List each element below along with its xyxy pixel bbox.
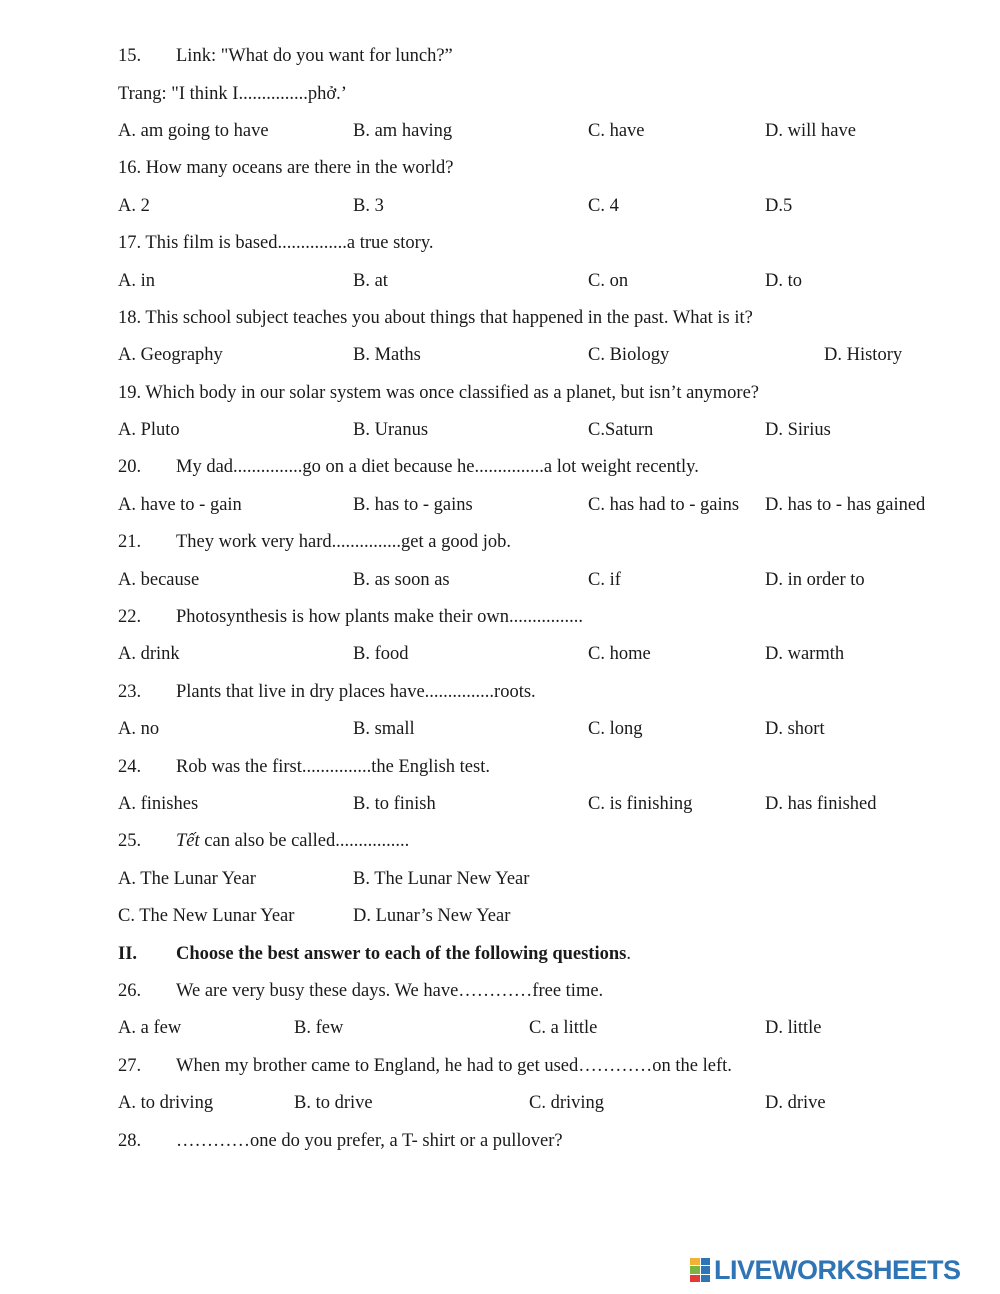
question-number: 20. [118, 457, 142, 477]
question-text: Plants that live in dry places have...............roots. [176, 682, 536, 702]
option-d[interactable]: D. Lunar’s New Year [353, 906, 511, 926]
option-c[interactable]: C. have [588, 121, 645, 141]
option-c[interactable]: C.Saturn [588, 420, 654, 440]
option-d[interactable]: D. will have [765, 121, 856, 141]
question-number: 19. [118, 383, 142, 403]
option-a[interactable]: A. a few [118, 1018, 182, 1038]
question-16 [118, 156, 453, 180]
question-text: …………one do you prefer, a T- shirt or a pullover? [176, 1131, 563, 1151]
question-19 [118, 381, 759, 405]
question-text: can also be called................ [199, 831, 410, 851]
option-a[interactable]: A. drink [118, 644, 180, 664]
option-d[interactable]: D. has finished [765, 794, 877, 814]
logo-text: LIVEWORKSHEETS [714, 1254, 961, 1285]
option-a[interactable]: A. to driving [118, 1093, 214, 1113]
question-15-line-2 [118, 82, 347, 106]
question-number: 15. [118, 46, 142, 66]
option-b[interactable]: B. am having [353, 121, 453, 141]
question-18 [118, 306, 753, 330]
option-a[interactable]: A. Geography [118, 345, 223, 365]
option-d[interactable]: D. warmth [765, 644, 845, 664]
option-b[interactable]: B. Maths [353, 345, 421, 365]
option-c[interactable]: C. driving [529, 1093, 605, 1113]
option-b[interactable]: B. to drive [294, 1093, 373, 1113]
question-number: 25. [118, 831, 142, 851]
option-a[interactable]: A. in [118, 271, 155, 291]
option-d[interactable]: D. little [765, 1018, 822, 1038]
option-d[interactable]: D.5 [765, 196, 793, 216]
option-b[interactable]: B. as soon as [353, 570, 450, 590]
question-text: They work very hard...............get a good job. [176, 532, 511, 552]
option-b[interactable]: B. small [353, 719, 415, 739]
option-b[interactable]: B. Uranus [353, 420, 429, 440]
option-d[interactable]: D. short [765, 719, 825, 739]
question-number: 16. [118, 158, 142, 178]
option-d[interactable]: D. to [765, 271, 802, 291]
option-a[interactable]: A. finishes [118, 794, 199, 814]
option-b[interactable]: B. has to - gains [353, 495, 473, 515]
question-italic-word: Tết [176, 831, 200, 851]
logo-mark-icon [690, 1258, 710, 1282]
question-number: 23. [118, 682, 142, 702]
question-number: 21. [118, 532, 142, 552]
question-number: 28. [118, 1131, 142, 1151]
question-17 [118, 231, 434, 255]
option-a[interactable]: A. because [118, 570, 200, 590]
option-c[interactable]: C. The New Lunar Year [118, 906, 295, 926]
section-number: II. [118, 944, 138, 964]
option-d[interactable]: D. in order to [765, 570, 865, 590]
section-period: . [626, 944, 631, 964]
section-title: Choose the best answer to each of the following questions [176, 944, 627, 964]
question-text: This film is based...............a true story. [145, 233, 434, 253]
option-b[interactable]: B. food [353, 644, 409, 664]
option-c[interactable]: C. Biology [588, 345, 670, 365]
question-text: Link: "What do you want for lunch?” [176, 46, 453, 66]
option-c[interactable]: C. home [588, 644, 651, 664]
option-a[interactable]: A. The Lunar Year [118, 869, 256, 889]
option-c[interactable]: C. on [588, 271, 629, 291]
option-d[interactable]: D. drive [765, 1093, 826, 1113]
question-number: 18. [118, 308, 142, 328]
question-number: 24. [118, 757, 142, 777]
liveworksheets-logo [690, 1254, 961, 1286]
question-text: Rob was the first...............the English test. [176, 757, 490, 777]
question-text: Which body in our solar system was once classified as a planet, but isn’t anymore? [145, 383, 760, 403]
question-text: My dad...............go on a diet because he...............a lot weight recently. [176, 457, 699, 477]
option-c[interactable]: C. long [588, 719, 643, 739]
option-a[interactable]: A. 2 [118, 196, 150, 216]
option-a[interactable]: A. am going to have [118, 121, 269, 141]
option-b[interactable]: B. The Lunar New Year [353, 869, 530, 889]
option-a[interactable]: A. no [118, 719, 160, 739]
question-number: 26. [118, 981, 142, 1001]
question-text: When my brother came to England, he had to get used…………on the left. [176, 1056, 732, 1076]
question-text: Trang: "I think I...............phở.’ [118, 84, 347, 104]
option-b[interactable]: B. few [294, 1018, 344, 1038]
question-number: 22. [118, 607, 142, 627]
option-d[interactable]: D. has to - has gained [765, 495, 926, 515]
option-a[interactable]: A. have to - gain [118, 495, 242, 515]
option-c[interactable]: C. is finishing [588, 794, 693, 814]
option-d[interactable]: D. History [824, 345, 903, 365]
question-number: 27. [118, 1056, 142, 1076]
option-c[interactable]: C. has had to - gains [588, 495, 740, 515]
question-text: Photosynthesis is how plants make their own................ [176, 607, 583, 627]
question-text: We are very busy these days. We have…………free time. [176, 981, 604, 1001]
option-d[interactable]: D. Sirius [765, 420, 831, 440]
option-b[interactable]: B. at [353, 271, 388, 291]
option-b[interactable]: B. 3 [353, 196, 384, 216]
option-c[interactable]: C. a little [529, 1018, 598, 1038]
question-text: How many oceans are there in the world? [145, 158, 454, 178]
question-text: This school subject teaches you about things that happened in the past. What is it? [145, 308, 753, 328]
option-c[interactable]: C. 4 [588, 196, 619, 216]
option-c[interactable]: C. if [588, 570, 621, 590]
option-b[interactable]: B. to finish [353, 794, 436, 814]
option-a[interactable]: A. Pluto [118, 420, 180, 440]
question-number: 17. [118, 233, 142, 253]
